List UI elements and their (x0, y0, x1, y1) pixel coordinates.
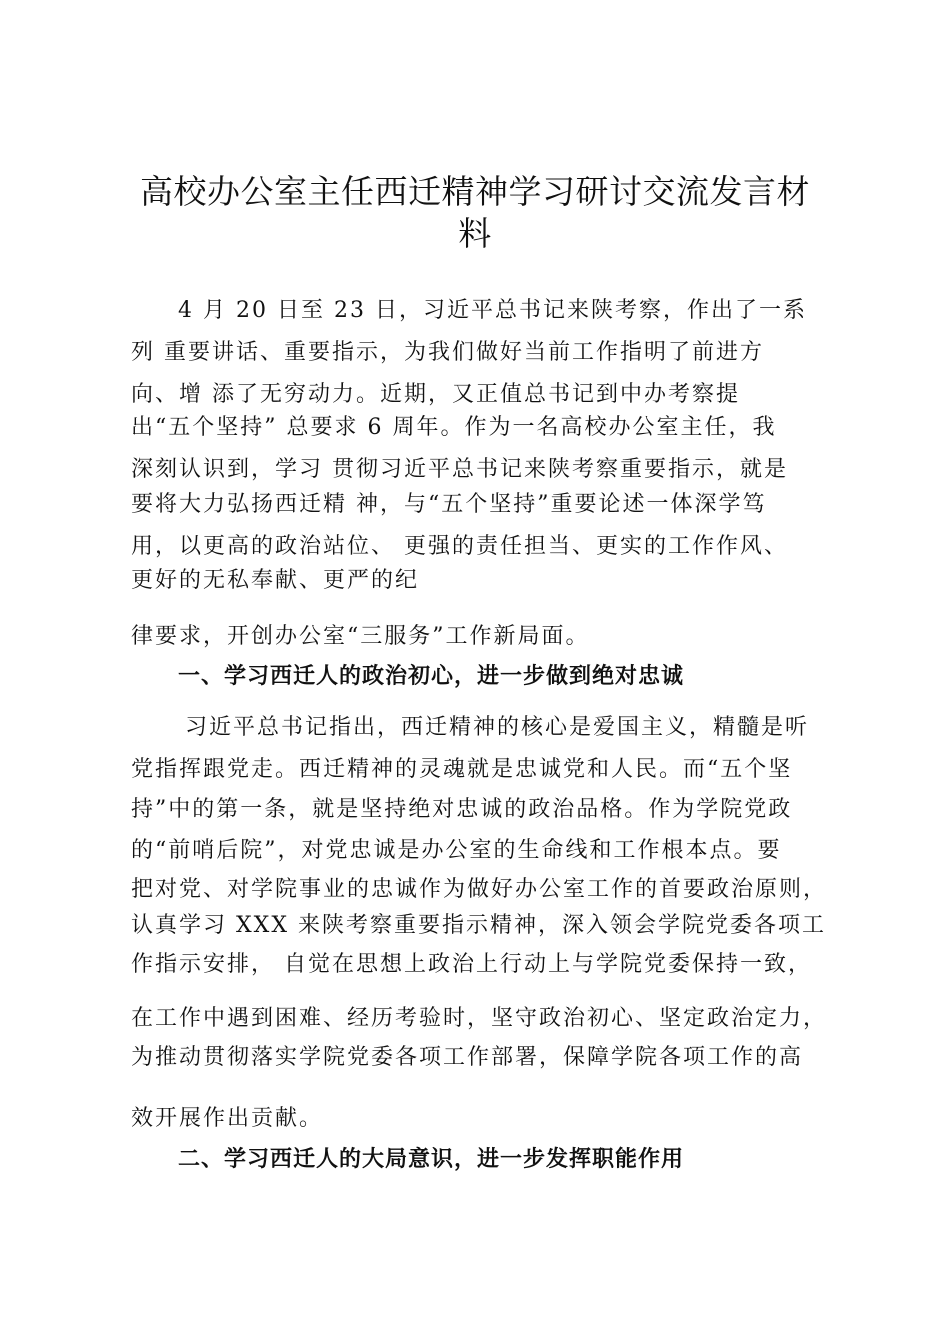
document-title-line-1: 高校办公室主任西迁精神学习研讨交流发言材 (140, 172, 810, 211)
paragraph-2-line-5: 把对党、对学院事业的忠诚作为做好办公室工作的首要政治原则， (131, 877, 828, 902)
document-title-line-2: 料 (458, 214, 492, 253)
paragraph-1-line-3: 向、增 添了无穷动力。近期，又正值总书记到中办考察提 (131, 382, 740, 407)
paragraph-1-line-9: 律要求，开创办公室“三服务”工作新局面。 (131, 624, 590, 649)
section-heading-1: 一、学习西迁人的政治初心，进一步做到绝对忠诚 (178, 664, 685, 689)
paragraph-1-line-2: 列 重要讲话、重要指示，为我们做好当前工作指明了前进方 (131, 340, 764, 365)
paragraph-2-line-10: 效开展作出贡献。 (131, 1106, 324, 1131)
section-heading-2: 二、学习西迁人的大局意识，进一步发挥职能作用 (178, 1147, 685, 1172)
paragraph-2-line-4: 的“前哨后院”，对党忠诚是办公室的生命线和工作根本点。要 (131, 838, 782, 863)
paragraph-1-line-5: 深刻认识到，学习 贯彻习近平总书记来陕考察重要指示，就是 (131, 457, 788, 482)
paragraph-2-line-7: 作指示安排， 自觉在思想上政治上行动上与学院党委保持一致， (131, 952, 812, 977)
paragraph-2-line-1: 习近平总书记指出，西迁精神的核心是爱国主义，精髓是听 (185, 715, 810, 740)
paragraph-1-line-6: 要将大力弘扬西迁精 神，与“五个坚持”重要论述一体深学笃 (131, 492, 767, 517)
paragraph-1-line-8: 更好的无私奉献、更严的纪 (131, 568, 420, 593)
paragraph-1-line-4: 出“五个坚持” 总要求 6 周年。作为一名高校办公室主任，我 (131, 415, 777, 440)
paragraph-2-line-8: 在工作中遇到困难、经历考验时，坚守政治初心、坚定政治定力， (131, 1006, 828, 1031)
paragraph-2-line-9: 为推动贯彻落实学院党委各项工作部署，保障学院各项工作的高 (131, 1045, 804, 1070)
paragraph-2-line-6: 认真学习 XXX 来陕考察重要指示精神，深入领会学院党委各项工 (131, 913, 826, 938)
paragraph-2-line-2: 党指挥跟党走。西迁精神的灵魂就是忠诚党和人民。而“五个坚 (131, 757, 793, 782)
paragraph-1-line-7: 用，以更高的政治站位、 更强的责任担当、更实的工作作风、 (131, 534, 788, 559)
paragraph-2-line-3: 持”中的第一条，就是坚持绝对忠诚的政治品格。作为学院党政 (131, 797, 793, 822)
paragraph-1-line-1: 4 月 20 日至 23 日，习近平总书记来陕考察，作出了一系 (178, 298, 807, 323)
